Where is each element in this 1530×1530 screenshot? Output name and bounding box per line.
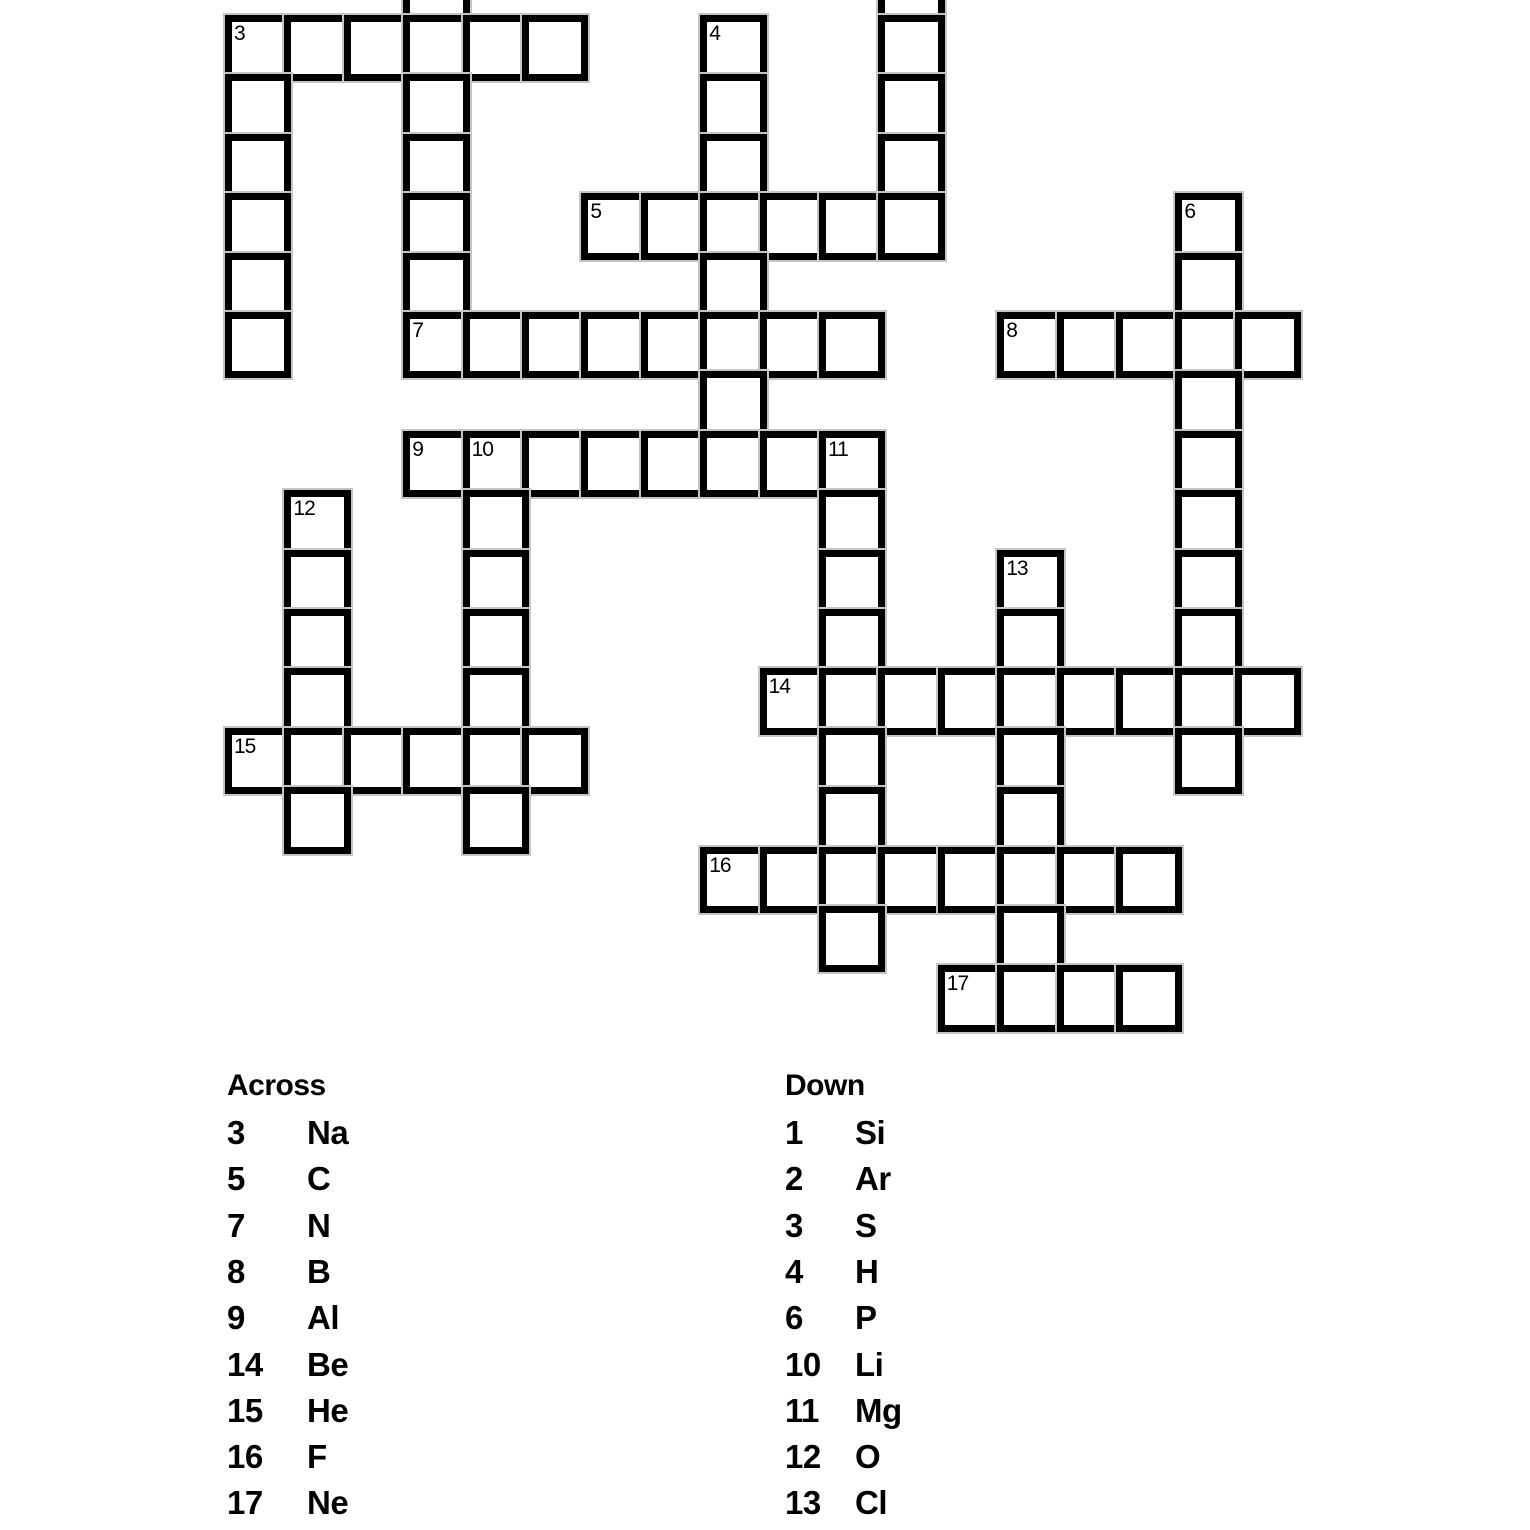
cell-number: 16 [709, 853, 731, 877]
grid-cell[interactable] [1116, 847, 1182, 913]
clue-symbol: C [307, 1160, 331, 1198]
grid-cell[interactable] [1175, 609, 1241, 675]
clue-number: 8 [227, 1252, 245, 1290]
grid-cell[interactable] [760, 431, 826, 497]
grid-cell[interactable] [700, 193, 766, 259]
grid-cell[interactable] [403, 431, 469, 497]
grid-cell[interactable] [463, 787, 529, 853]
grid-cell[interactable] [641, 312, 707, 378]
grid-cell[interactable] [403, 253, 469, 319]
clue-number: 16 [227, 1438, 263, 1476]
grid-cell[interactable] [403, 728, 469, 794]
clue-symbol: Mg [855, 1391, 902, 1429]
cell-number: 3 [234, 22, 245, 45]
grid-cell[interactable] [284, 668, 350, 734]
grid-cell[interactable] [819, 906, 885, 972]
across-header: Across [227, 1069, 326, 1102]
grid-cell[interactable] [1057, 965, 1123, 1031]
clue-symbol: N [307, 1206, 331, 1244]
cell-number: 10 [471, 437, 493, 461]
clue-number: 17 [227, 1484, 263, 1522]
grid-cell[interactable] [760, 312, 826, 378]
grid-cell[interactable] [878, 74, 944, 140]
clue-number: 10 [785, 1345, 821, 1383]
grid-cell[interactable] [225, 253, 291, 319]
grid-cell[interactable] [1116, 668, 1182, 734]
cell-number: 14 [768, 675, 790, 699]
clue-number: 3 [785, 1206, 803, 1244]
grid-cell[interactable] [760, 193, 826, 259]
cell-number: 5 [590, 200, 602, 224]
grid-cell[interactable] [878, 668, 944, 734]
grid-cell[interactable] [225, 193, 291, 259]
clue-symbol: Ne [307, 1484, 349, 1522]
grid-cell[interactable] [878, 134, 944, 200]
clue-number: 11 [785, 1391, 819, 1429]
clue-symbol: P [855, 1299, 877, 1337]
clue-symbol: Be [307, 1345, 349, 1383]
grid-cell[interactable] [463, 431, 529, 497]
clue-number: 4 [785, 1252, 803, 1290]
grid-cell[interactable] [1175, 371, 1241, 437]
grid-cell[interactable] [819, 787, 885, 853]
grid-cell[interactable] [344, 728, 410, 794]
clue-symbol: He [307, 1391, 349, 1429]
clue-symbol: H [855, 1252, 879, 1290]
grid-cell[interactable] [463, 609, 529, 675]
grid-cell[interactable] [819, 312, 885, 378]
clue-number: 3 [227, 1114, 245, 1151]
grid-cell[interactable] [1175, 490, 1241, 556]
clue-number: 14 [227, 1345, 263, 1383]
grid-cell[interactable] [1235, 312, 1301, 378]
cell-number: 11 [828, 437, 848, 461]
grid-cell[interactable] [819, 609, 885, 675]
grid-cell[interactable] [284, 609, 350, 675]
grid-cell[interactable] [997, 787, 1063, 853]
grid-cell[interactable] [641, 193, 707, 259]
grid-cell[interactable] [878, 847, 944, 913]
grid-cell[interactable] [1175, 431, 1241, 497]
grid-cell[interactable] [997, 609, 1063, 675]
grid-cell[interactable] [581, 193, 647, 259]
grid-cell[interactable] [997, 728, 1063, 794]
clue-number: 15 [227, 1391, 263, 1429]
grid-cell[interactable] [938, 847, 1004, 913]
grid-cell[interactable] [700, 134, 766, 200]
grid-cell[interactable] [284, 550, 350, 616]
grid-cell[interactable] [1057, 668, 1123, 734]
cell-number: 15 [234, 734, 256, 758]
grid-cell[interactable] [1175, 668, 1241, 734]
clue-number: 7 [227, 1206, 245, 1244]
grid-cell[interactable] [819, 668, 885, 734]
grid-cell[interactable] [700, 15, 766, 81]
down-header: Down [785, 1069, 865, 1102]
cell-number: 17 [946, 972, 969, 996]
grid-cell[interactable] [1175, 728, 1241, 794]
grid-cell[interactable] [997, 312, 1063, 378]
clue-symbol: Cl [855, 1484, 887, 1522]
grid-cell[interactable] [463, 550, 529, 616]
grid-cell[interactable] [581, 431, 647, 497]
grid-cell[interactable] [581, 312, 647, 378]
cell-number: 9 [412, 437, 423, 461]
clue-number: 6 [785, 1299, 803, 1337]
grid-cell[interactable] [700, 312, 766, 378]
grid-cell[interactable] [284, 787, 350, 853]
grid-cell[interactable] [700, 431, 766, 497]
grid-cell[interactable] [1057, 312, 1123, 378]
clue-symbol: Ar [855, 1160, 891, 1198]
grid-cell[interactable] [938, 965, 1004, 1031]
clue-symbol: Al [307, 1299, 339, 1337]
grid-cell[interactable] [1235, 668, 1301, 734]
grid-cell[interactable] [1175, 193, 1241, 259]
cell-number: 8 [1006, 319, 1017, 342]
cell-number: 4 [709, 22, 720, 45]
clue-number: 9 [227, 1299, 245, 1337]
cell-number: 6 [1184, 200, 1196, 224]
grid-cell[interactable] [997, 906, 1063, 972]
grid-cell[interactable] [1116, 965, 1182, 1031]
grid-cell[interactable] [1057, 847, 1123, 913]
grid-cell[interactable] [225, 134, 291, 200]
clue-symbol: Si [855, 1114, 886, 1151]
grid-cell[interactable] [760, 847, 826, 913]
grid-cell[interactable] [997, 847, 1063, 913]
grid-cell[interactable] [700, 74, 766, 140]
grid-cell[interactable] [403, 312, 469, 378]
grid-cell[interactable] [997, 965, 1063, 1031]
grid-cell[interactable] [463, 15, 529, 81]
grid-cell[interactable] [284, 490, 350, 556]
grid-cell[interactable] [1175, 550, 1241, 616]
grid-cell[interactable] [700, 847, 766, 913]
grid-cell[interactable] [463, 728, 529, 794]
grid-cell[interactable] [938, 668, 1004, 734]
clue-symbol: S [855, 1206, 877, 1244]
grid-cell[interactable] [403, 74, 469, 140]
grid-cell[interactable] [522, 728, 588, 794]
grid-cell[interactable] [522, 15, 588, 81]
clue-symbol: B [307, 1252, 331, 1290]
grid-cell[interactable] [344, 15, 410, 81]
grid-cell[interactable] [997, 668, 1063, 734]
grid-cell[interactable] [1175, 312, 1241, 378]
cell-number: 12 [293, 497, 315, 521]
grid-cell[interactable] [225, 15, 291, 81]
grid-cell[interactable] [819, 550, 885, 616]
grid-cell[interactable] [700, 253, 766, 319]
grid-cell[interactable] [522, 431, 588, 497]
clue-symbol: Li [855, 1345, 884, 1383]
cell-number: 7 [412, 319, 423, 342]
grid-cell[interactable] [463, 312, 529, 378]
clue-symbol: O [855, 1438, 881, 1476]
clue-symbol: F [307, 1438, 327, 1476]
grid-cell[interactable] [522, 312, 588, 378]
cell-number: 13 [1006, 556, 1028, 580]
grid-cell[interactable] [225, 312, 291, 378]
grid-cell[interactable] [819, 728, 885, 794]
clue-number: 2 [785, 1160, 803, 1198]
grid-cell[interactable] [284, 728, 350, 794]
grid-cell[interactable] [819, 431, 885, 497]
clue-number: 13 [785, 1484, 821, 1522]
clue-number: 5 [227, 1160, 245, 1198]
grid-cell[interactable] [403, 193, 469, 259]
grid-cell[interactable] [1175, 253, 1241, 319]
grid-cell[interactable] [819, 490, 885, 556]
grid-cell[interactable] [641, 431, 707, 497]
clue-number: 12 [785, 1438, 821, 1476]
grid-cell[interactable] [1116, 312, 1182, 378]
grid-cell[interactable] [819, 193, 885, 259]
grid-cell[interactable] [403, 15, 469, 81]
grid-cell[interactable] [403, 134, 469, 200]
grid-cell[interactable] [878, 193, 944, 259]
grid-cell[interactable] [463, 668, 529, 734]
clue-number: 1 [785, 1114, 803, 1151]
clue-symbol: Na [307, 1114, 349, 1151]
grid-cell[interactable] [819, 847, 885, 913]
grid-cell[interactable] [700, 371, 766, 437]
grid-cell[interactable] [760, 668, 826, 734]
grid-cell[interactable] [284, 15, 350, 81]
grid-cell[interactable] [463, 490, 529, 556]
grid-cell[interactable] [878, 15, 944, 81]
grid-cell[interactable] [225, 728, 291, 794]
grid-cell[interactable] [997, 550, 1063, 616]
grid-cell[interactable] [225, 74, 291, 140]
